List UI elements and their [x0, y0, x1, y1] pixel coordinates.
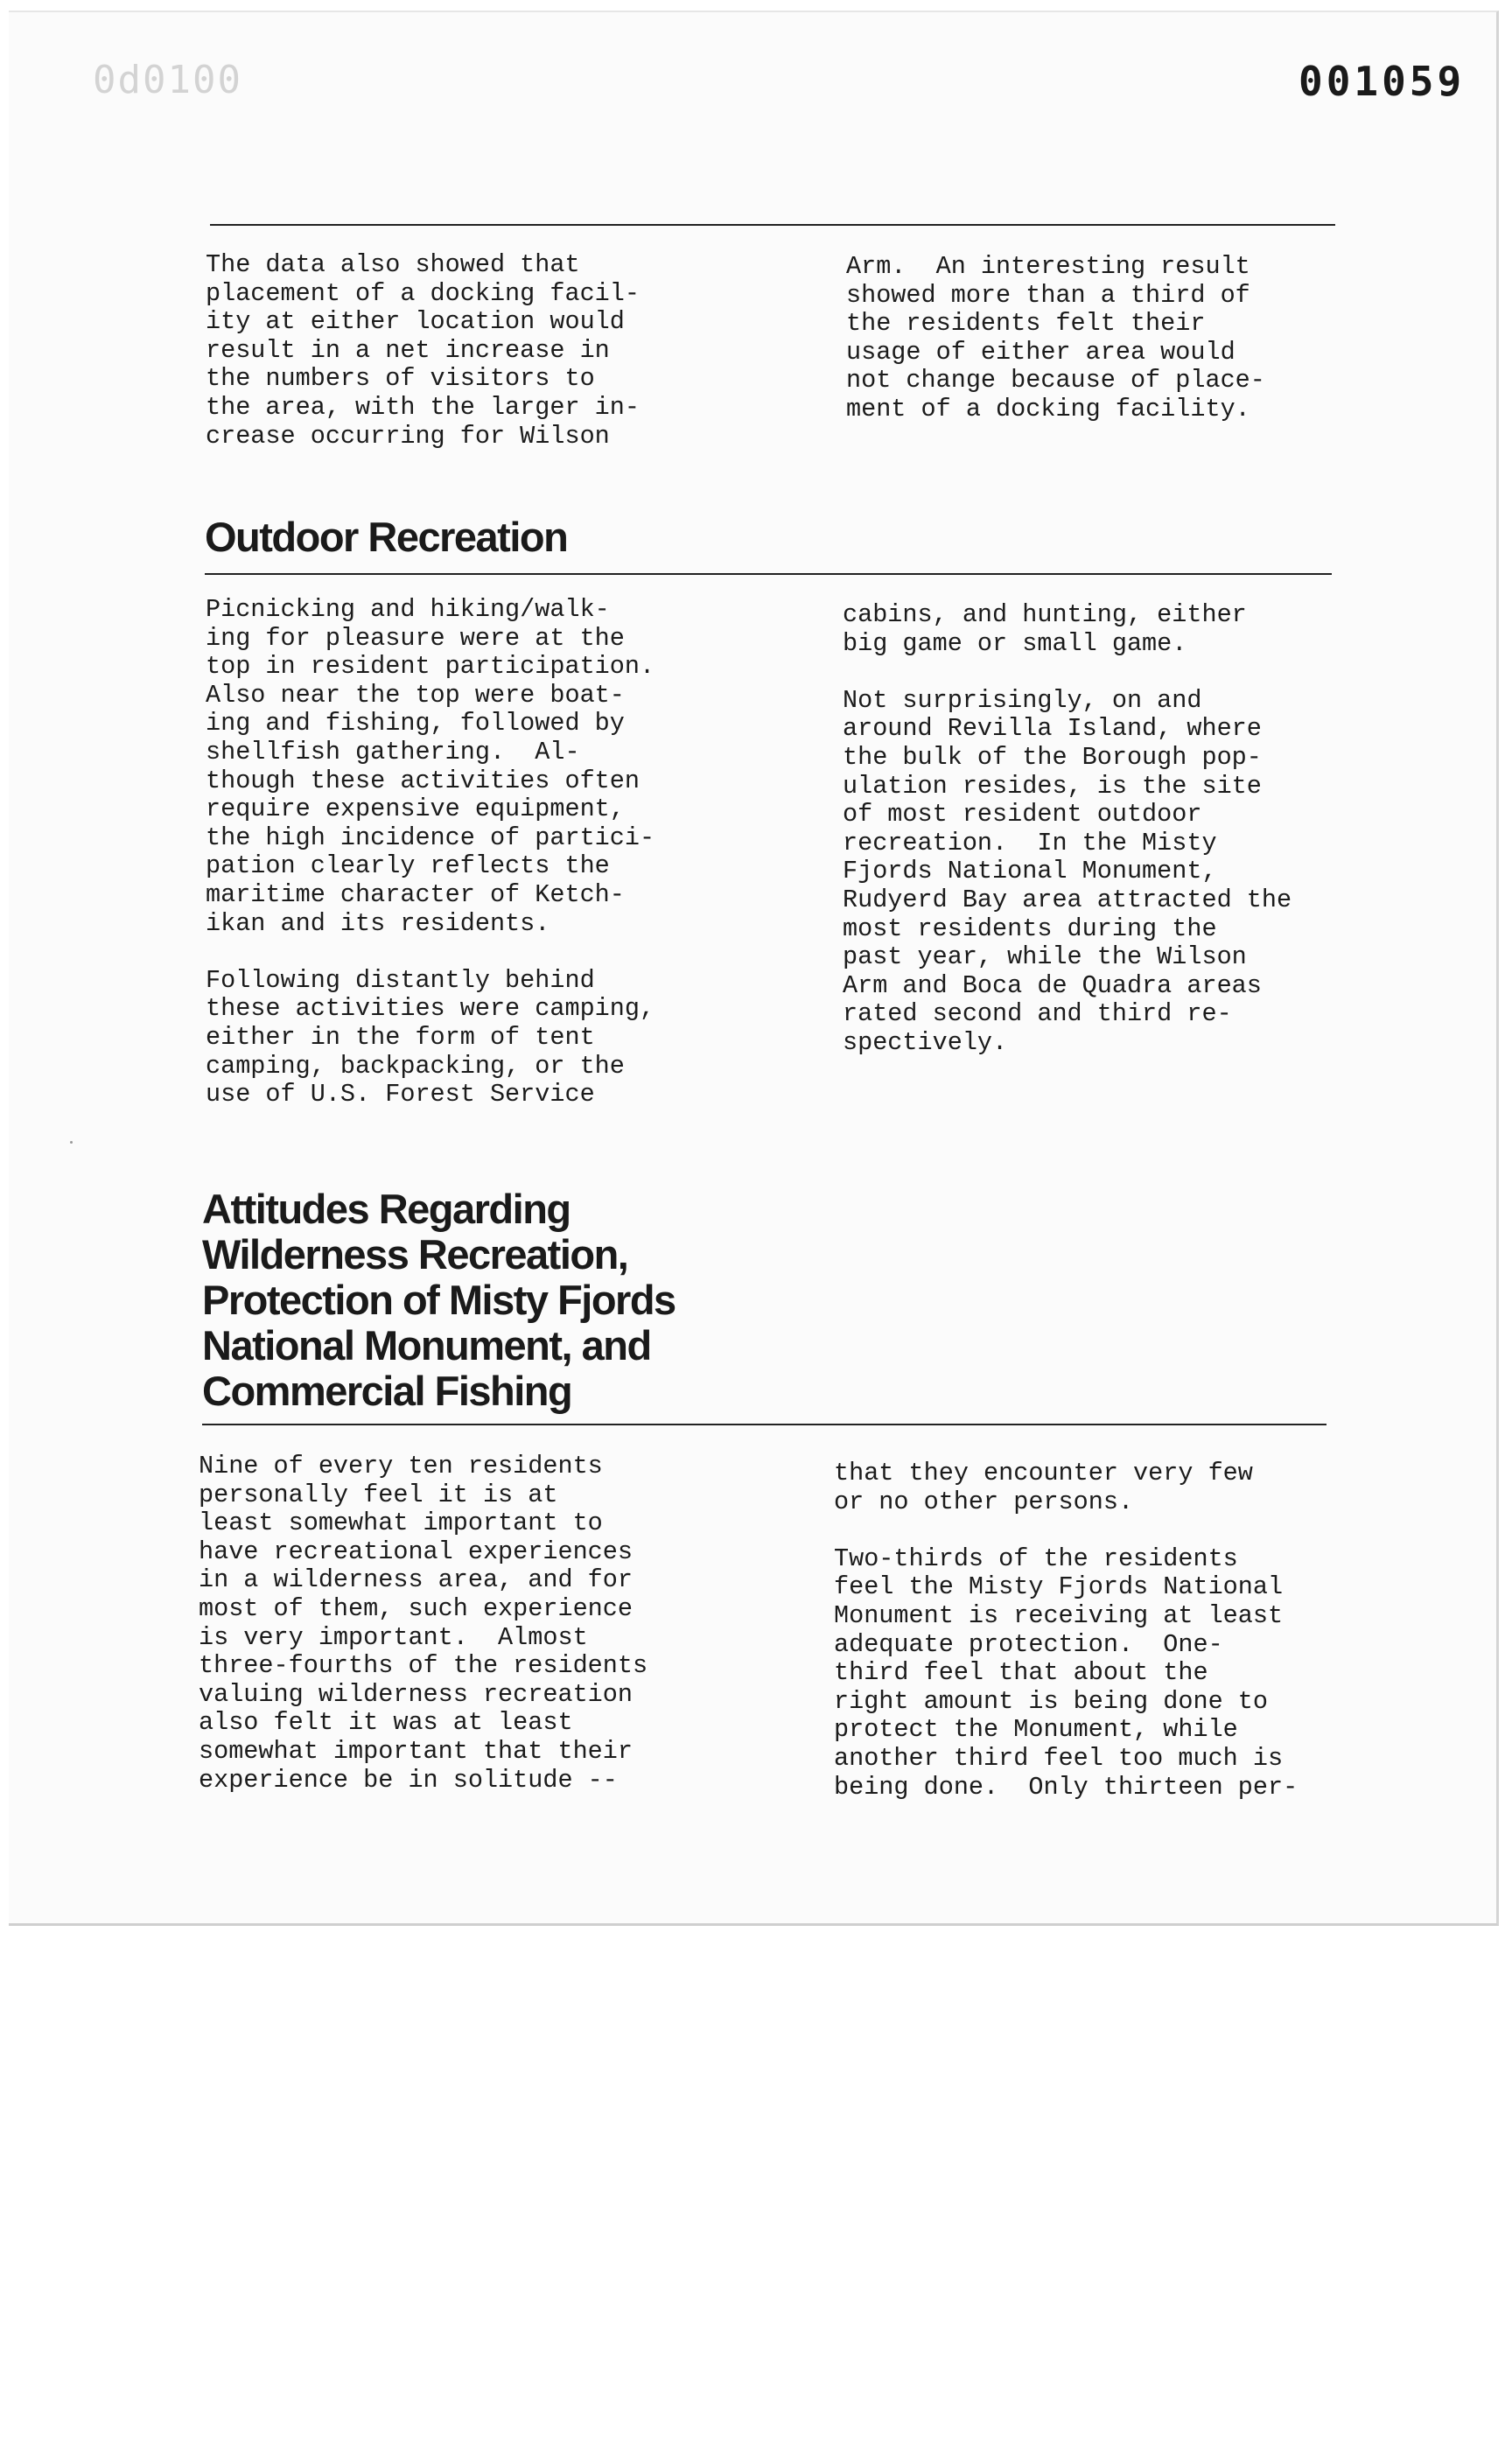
attitudes-left-column: Nine of every ten residents personally feel it is at least somewhat important to have recreational experiences in a wilderness area, and for most of them, such experience is very important. Almost three-fourths of the residents valuing wilderness recreation also felt it was at least somewhat important that their experience be in solitude -- — [199, 1452, 648, 1795]
faded-stamp-number: 0d0100 — [93, 58, 242, 102]
section-rule-top — [210, 224, 1335, 226]
page-number: 001059 — [1298, 58, 1466, 105]
intro-left-column: The data also showed that placement of a docking facil- ity at either location would result in a net increase in the numbers of visitors to the area, with the larger in- crease occurring for Wilson — [206, 250, 640, 451]
heading-attitudes-wilderness: Attitudes Regarding Wilderness Recreation, Protection of Misty Fjords National Monument, and Commercial Fishing — [202, 1186, 676, 1414]
outdoor-recreation-left-column: Picnicking and hiking/walk- ing for pleasure were at the top in resident participation. Also near the top were boat- ing and fishing, followed by shellfish gathering. Al- though these activities often require expensive equipment, the high incidence of partici- pation clearly reflects the maritime character of Ketch- ikan and its residents. Following distantly behind these activities were camping, either in the form of tent camping, backpacking, or the use of U.S. Forest Service — [206, 595, 655, 1110]
section-rule-attitudes — [202, 1424, 1326, 1425]
heading-outdoor-recreation: Outdoor Recreation — [205, 514, 568, 560]
attitudes-right-column: that they encounter very few or no other persons. Two-thirds of the residents feel the Misty Fjords National Monument is receiving at least adequate protection. One- third feel that about the right amount is being done to protect the Monument, while another third feel too much is being done. Only thirteen per- — [834, 1459, 1298, 1802]
scan-speck — [70, 1141, 73, 1144]
section-rule-outdoor-recreation — [205, 573, 1332, 575]
outdoor-recreation-right-column: cabins, and hunting, either big game or small game. Not surprisingly, on and around Revilla Island, where the bulk of the Borough pop- ulation resides, is the site of most resident outdoor recreation. In the Misty Fjords National Monument, Rudyerd Bay area attracted the most residents during the past year, while the Wilson Arm and Boca de Quadra areas rated second and third re- spectively. — [843, 600, 1292, 1057]
intro-right-column: Arm. An interesting result showed more than a third of the residents felt their usage of either area would not change because of place- ment of a docking facility. — [846, 252, 1265, 424]
